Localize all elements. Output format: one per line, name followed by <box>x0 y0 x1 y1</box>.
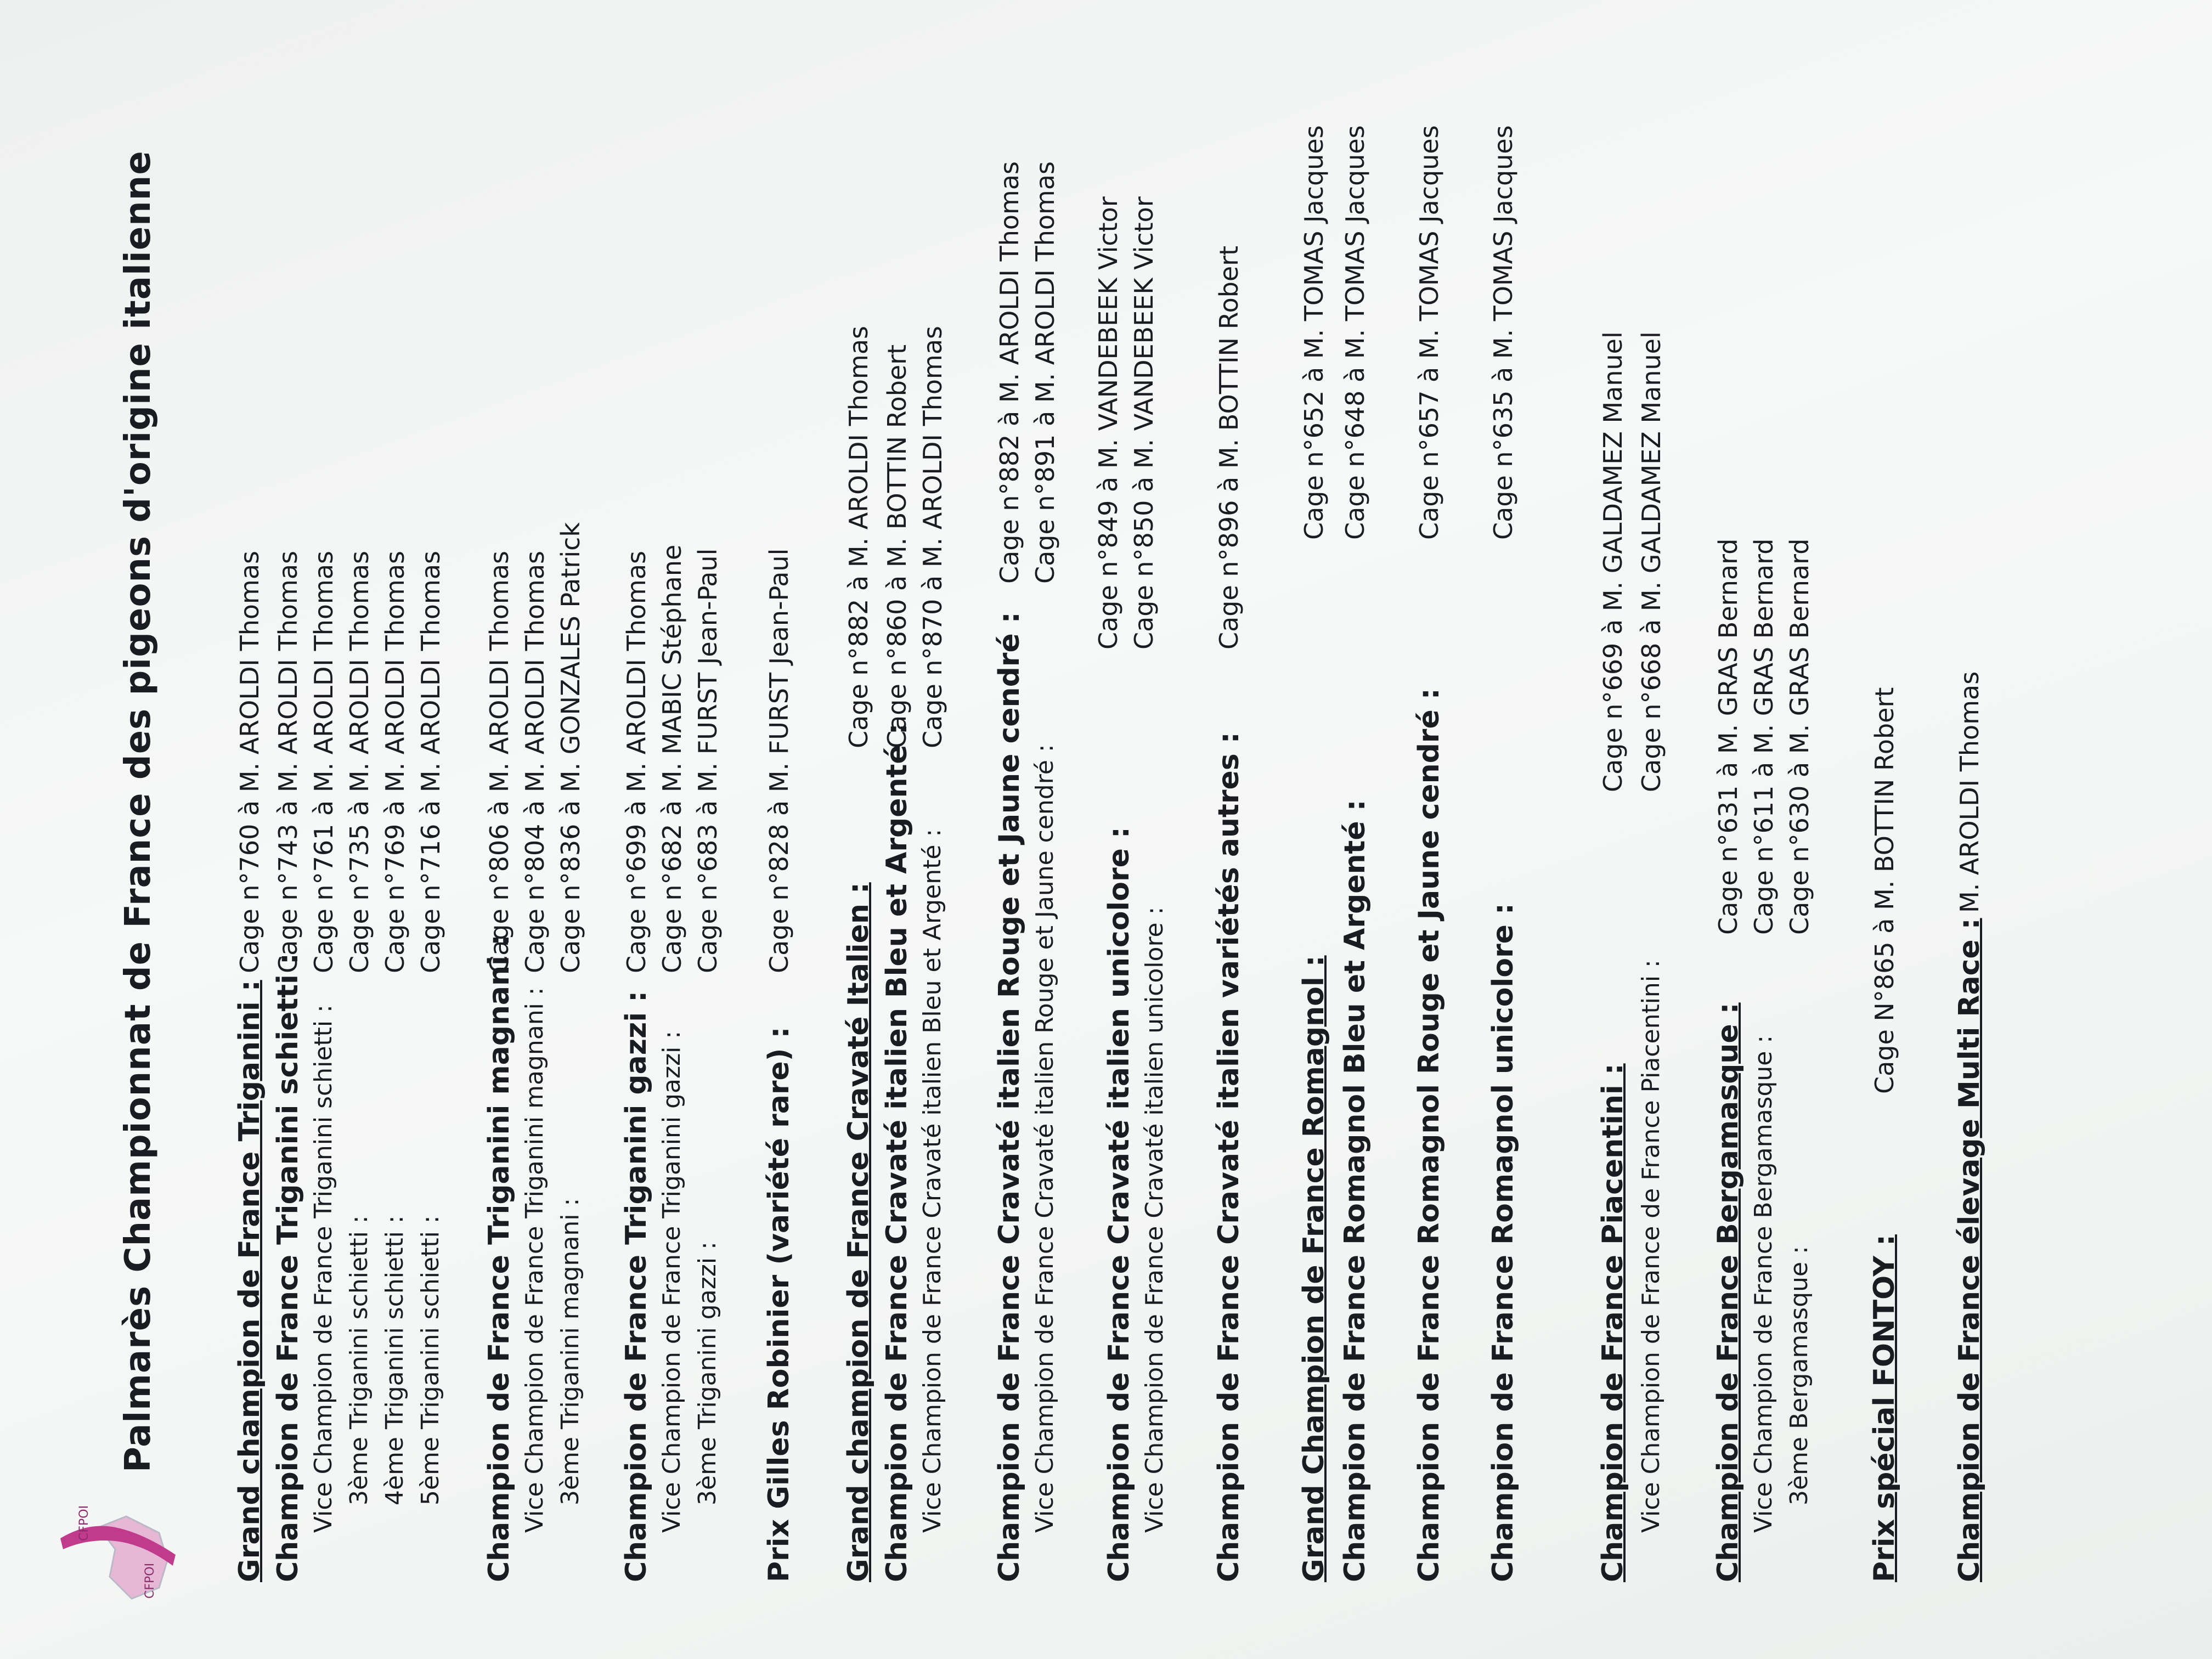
magnani-champ-value: Cage n°806 à M. AROLDI Thomas <box>484 551 514 973</box>
romagnol-bleu-label: Champion de France Romagnol Bleu et Argenté : <box>1339 799 1372 1582</box>
cravate-uni-vice-value: Cage n°850 à M. VANDEBEEK Victor <box>1129 196 1159 650</box>
piacentini-vice-value: Cage n°668 à M. GALDAMEZ Manuel <box>1637 331 1666 792</box>
trig-vice-value: Cage n°761 à M. AROLDI Thomas <box>309 551 338 973</box>
trig-r5-value: Cage n°716 à M. AROLDI Thomas <box>416 551 445 973</box>
gazzi-champ-label: Champion de France Triganini gazzi : <box>620 991 653 1582</box>
magnani-champ-label: Champion de France Triganini magnani : <box>483 934 516 1582</box>
gazzi-vice-label: Vice Champion de France Triganini gazzi : <box>658 1030 686 1533</box>
fontoy-value: Cage N°865 à M. BOTTIN Robert <box>1870 687 1899 1094</box>
cravate-uni-vice-label: Vice Champion de France Cravaté italien unicolore : <box>1141 906 1169 1533</box>
cravate-autres-label: Champion de France Cravaté italien variétés autres : <box>1212 732 1245 1582</box>
cravate-autres-value: Cage n°896 à M. BOTTIN Robert <box>1214 245 1244 650</box>
trig-r4-label: 4ème Triganini schietti : <box>381 1215 409 1505</box>
trig-champ-label: Champion de France Triganini schietti : <box>272 953 304 1582</box>
cravate-bleu-extra-value: Cage n°870 à M. AROLDI Thomas <box>918 326 947 748</box>
trig-r4-value: Cage n°769 à M. AROLDI Thomas <box>380 551 410 973</box>
bergamasque-r3-label: 3ème Bergamasque : <box>1785 1246 1813 1505</box>
bergamasque-vice-label: Vice Champion de France Bergamasque : <box>1750 1035 1778 1533</box>
robinier-label: Prix Gilles Robinier (variété rare) : <box>763 1026 795 1582</box>
logo-text-bottom: CFPOI <box>143 1562 157 1599</box>
fontoy-label: Prix spécial FONTOY : <box>1868 1234 1901 1582</box>
piacentini-champ-value: Cage n°669 à M. GALDAMEZ Manuel <box>1598 331 1628 792</box>
cravate-bleu-vice-label: Vice Champion de France Cravaté italien Bleu et Argenté : <box>918 828 946 1533</box>
cravate-grand-label: Grand champion de France Cravaté Italien : <box>842 882 875 1582</box>
cravate-bleu-vice-value: Cage n°860 à M. BOTTIN Robert <box>882 344 912 748</box>
gazzi-vice-value: Cage n°682 à M. MABIC Stéphane <box>657 544 687 973</box>
cravate-uni-value: Cage n°849 à M. VANDEBEEK Victor <box>1093 196 1123 650</box>
trig-r3-value: Cage n°735 à M. AROLDI Thomas <box>345 551 374 973</box>
piacentini-vice-label: Vice Champion de France de France Piacentini : <box>1637 960 1665 1533</box>
romagnol-bleu-value: Cage n°648 à M. TOMAS Jacques <box>1340 125 1370 540</box>
bergamasque-r3-value: Cage n°630 à M. GRAS Bernard <box>1785 538 1814 935</box>
magnani-vice-value: Cage n°804 à M. AROLDI Thomas <box>520 551 550 973</box>
cravate-rouge-vice-label: Vice Champion de France Cravaté italien Rouge et Jaune cendré : <box>1031 744 1059 1533</box>
piacentini-champ-label: Champion de France Piacentini : <box>1596 1063 1629 1582</box>
magnani-r3-label: 3ème Triganini magnani : <box>556 1198 584 1505</box>
document-page <box>0 13 2212 1659</box>
robinier-value: Cage n°828 à M. FURST Jean-Paul <box>764 548 794 973</box>
cravate-rouge-vice-value: Cage n°891 à M. AROLDI Thomas <box>1030 161 1060 584</box>
trig-grand-value: Cage n°760 à M. AROLDI Thomas <box>235 551 264 973</box>
romagnol-uni-value: Cage n°635 à M. TOMAS Jacques <box>1488 125 1518 540</box>
cravate-rouge-value: Cage n°882 à M. AROLDI Thomas <box>995 161 1024 584</box>
bergamasque-vice-value: Cage n°611 à M. GRAS Bernard <box>1749 538 1779 935</box>
romagnol-grand-label: Grand Champion de France Romagnol : <box>1297 955 1330 1582</box>
trig-r5-label: 5ème Triganini schietti : <box>416 1215 444 1505</box>
romagnol-rouge-value: Cage n°657 à M. TOMAS Jacques <box>1414 125 1444 540</box>
magnani-vice-label: Vice Champion de France Triganini magnani : <box>521 987 549 1533</box>
cravate-bleu-value: Cage n°882 à M. AROLDI Thomas <box>844 326 873 748</box>
logo-text-top: CFPOI <box>77 1505 91 1541</box>
trig-vice-label: Vice Champion de France Triganini schietti : <box>309 1005 337 1533</box>
romagnol-grand-value: Cage n°652 à M. TOMAS Jacques <box>1299 125 1329 540</box>
trig-champ-value: Cage n°743 à M. AROLDI Thomas <box>273 551 303 973</box>
trig-r3-label: 3ème Triganini schietti : <box>345 1215 373 1505</box>
multi-race-label: Champion de France élevage Multi Race : <box>1953 918 1986 1582</box>
cfpoi-logo <box>49 1483 181 1610</box>
cravate-uni-label: Champion de France Cravaté italien unicolore : <box>1103 827 1136 1582</box>
page-title: Palmarès Championnat de France des pigeons d'origine italienne <box>118 150 159 1472</box>
cravate-bleu-label: Champion de France Cravaté italien Bleu et Argenté : <box>881 723 913 1582</box>
trig-grand-label: Grand champion de France Triganini : <box>233 980 266 1582</box>
romagnol-uni-label: Champion de France Romagnol unicolore : <box>1487 903 1520 1582</box>
bergamasque-champ-label: Champion de France Bergamasque : <box>1712 1002 1745 1582</box>
gazzi-r3-label: 3ème Triganini gazzi : <box>693 1242 721 1505</box>
magnani-r3-value: Cage n°836 à M. GONZALES Patrick <box>556 522 585 973</box>
gazzi-champ-value: Cage n°699 à M. AROLDI Thomas <box>622 551 651 973</box>
gazzi-r3-value: Cage n°683 à M. FURST Jean-Paul <box>693 548 723 973</box>
multi-race-value: M. AROLDI Thomas <box>1955 671 1984 913</box>
bergamasque-champ-value: Cage n°631 à M. GRAS Bernard <box>1713 538 1743 935</box>
romagnol-rouge-label: Champion de France Romagnol Rouge et Jaune cendré : <box>1413 688 1446 1582</box>
cravate-rouge-label: Champion de France Cravaté italien Rouge et Jaune cendré : <box>993 612 1026 1582</box>
